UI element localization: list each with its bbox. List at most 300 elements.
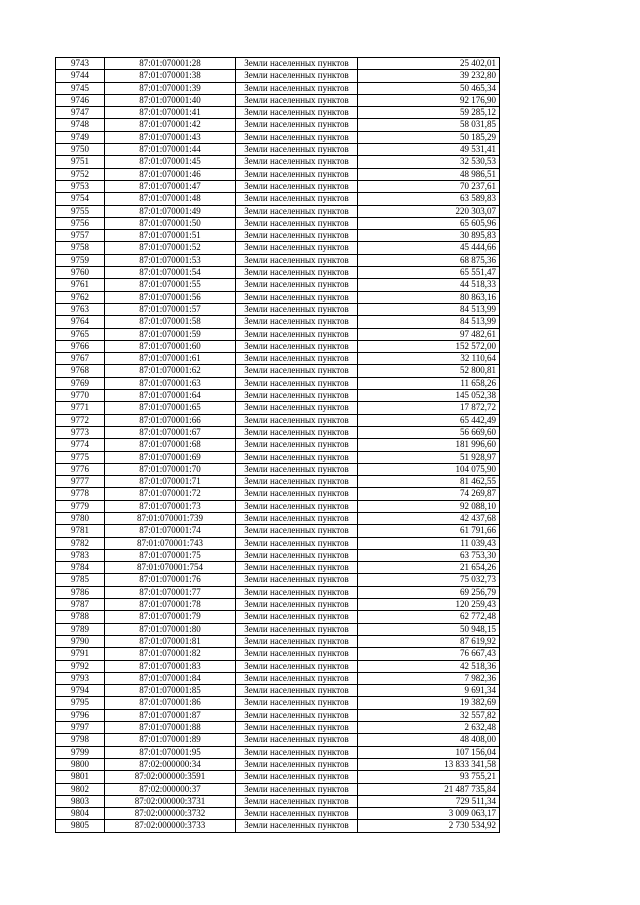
cadastral-number-cell: 87:01:070001:53 <box>105 254 236 266</box>
land-category-cell: Земли населенных пунктов <box>236 463 358 475</box>
cadastral-value-cell: 120 259,43 <box>358 599 500 611</box>
cadastral-number-cell: 87:01:070001:79 <box>105 611 236 623</box>
land-category-cell: Земли населенных пунктов <box>236 340 358 352</box>
row-number-cell: 9752 <box>56 168 105 180</box>
table-row <box>56 611 500 623</box>
cadastral-number-cell: 87:01:070001:754 <box>105 562 236 574</box>
row-number-cell: 9795 <box>56 697 105 709</box>
land-category-cell: Земли населенных пунктов <box>236 70 358 82</box>
land-category-cell: Земли населенных пунктов <box>236 217 358 229</box>
land-category-cell: Земли населенных пунктов <box>236 193 358 205</box>
land-category-cell: Земли населенных пунктов <box>236 131 358 143</box>
land-category-cell: Земли населенных пунктов <box>236 525 358 537</box>
cadastral-value-cell: 50 948,15 <box>358 623 500 635</box>
row-number-cell: 9800 <box>56 758 105 770</box>
cadastral-number-cell: 87:01:070001:70 <box>105 463 236 475</box>
cadastral-number-cell: 87:02:000000:3733 <box>105 820 236 832</box>
cadastral-number-cell: 87:01:070001:62 <box>105 365 236 377</box>
cadastral-value-cell: 63 589,83 <box>358 193 500 205</box>
cadastral-value-cell: 93 755,21 <box>358 771 500 783</box>
row-number-cell: 9790 <box>56 635 105 647</box>
table-row <box>56 328 500 340</box>
cadastral-value-cell: 87 619,92 <box>358 635 500 647</box>
table-row <box>56 500 500 512</box>
land-category-cell: Земли населенных пунктов <box>236 758 358 770</box>
cadastral-number-cell: 87:01:070001:63 <box>105 377 236 389</box>
cadastral-value-cell: 39 232,80 <box>358 70 500 82</box>
land-category-cell: Земли населенных пунктов <box>236 156 358 168</box>
cadastral-value-cell: 70 237,61 <box>358 180 500 192</box>
row-number-cell: 9743 <box>56 58 105 70</box>
table-row <box>56 217 500 229</box>
table-row <box>56 451 500 463</box>
cadastral-number-cell: 87:02:000000:3732 <box>105 808 236 820</box>
cadastral-number-cell: 87:01:070001:87 <box>105 709 236 721</box>
row-number-cell: 9788 <box>56 611 105 623</box>
land-category-cell: Земли населенных пунктов <box>236 377 358 389</box>
cadastral-number-cell: 87:01:070001:41 <box>105 107 236 119</box>
cadastral-value-cell: 32 557,82 <box>358 709 500 721</box>
row-number-cell: 9786 <box>56 586 105 598</box>
cadastral-value-cell: 21 487 735,84 <box>358 783 500 795</box>
cadastral-number-cell: 87:01:070001:38 <box>105 70 236 82</box>
table-row <box>56 574 500 586</box>
land-category-cell: Земли населенных пунктов <box>236 488 358 500</box>
row-number-cell: 9746 <box>56 94 105 106</box>
cadastral-value-cell: 25 402,01 <box>358 58 500 70</box>
table-row <box>56 808 500 820</box>
land-category-cell: Земли населенных пунктов <box>236 107 358 119</box>
row-number-cell: 9762 <box>56 291 105 303</box>
table-row <box>56 144 500 156</box>
land-category-cell: Земли населенных пунктов <box>236 316 358 328</box>
cadastral-number-cell: 87:01:070001:88 <box>105 722 236 734</box>
row-number-cell: 9785 <box>56 574 105 586</box>
row-number-cell: 9755 <box>56 205 105 217</box>
cadastral-number-cell: 87:01:070001:39 <box>105 82 236 94</box>
cadastral-value-cell: 63 753,30 <box>358 549 500 561</box>
cadastral-number-cell: 87:01:070001:73 <box>105 500 236 512</box>
cadastral-value-cell: 17 872,72 <box>358 402 500 414</box>
row-number-cell: 9756 <box>56 217 105 229</box>
land-category-cell: Земли населенных пунктов <box>236 635 358 647</box>
row-number-cell: 9765 <box>56 328 105 340</box>
land-category-cell: Земли населенных пунктов <box>236 709 358 721</box>
cadastral-value-cell: 3 009 063,17 <box>358 808 500 820</box>
table-row <box>56 697 500 709</box>
cadastral-number-cell: 87:01:070001:58 <box>105 316 236 328</box>
table-row <box>56 353 500 365</box>
table-row <box>56 623 500 635</box>
cadastral-number-cell: 87:02:000000:34 <box>105 758 236 770</box>
row-number-cell: 9773 <box>56 426 105 438</box>
cadastral-value-cell: 75 032,73 <box>358 574 500 586</box>
cadastral-number-cell: 87:01:070001:77 <box>105 586 236 598</box>
land-category-cell: Земли населенных пунктов <box>236 660 358 672</box>
cadastral-value-cell: 181 996,60 <box>358 439 500 451</box>
cadastral-number-cell: 87:01:070001:40 <box>105 94 236 106</box>
table-row <box>56 820 500 832</box>
table-row <box>56 377 500 389</box>
cadastral-number-cell: 87:01:070001:65 <box>105 402 236 414</box>
land-category-cell: Земли населенных пунктов <box>236 820 358 832</box>
row-number-cell: 9751 <box>56 156 105 168</box>
cadastral-value-cell: 48 986,51 <box>358 168 500 180</box>
table-row <box>56 303 500 315</box>
cadastral-value-cell: 56 669,60 <box>358 426 500 438</box>
row-number-cell: 9767 <box>56 353 105 365</box>
cadastral-value-cell: 97 482,61 <box>358 328 500 340</box>
land-category-cell: Земли населенных пунктов <box>236 390 358 402</box>
table-row <box>56 672 500 684</box>
cadastral-value-cell: 11 658,26 <box>358 377 500 389</box>
row-number-cell: 9760 <box>56 267 105 279</box>
table-row <box>56 340 500 352</box>
row-number-cell: 9766 <box>56 340 105 352</box>
land-category-cell: Земли населенных пунктов <box>236 426 358 438</box>
cadastral-number-cell: 87:01:070001:68 <box>105 439 236 451</box>
cadastral-value-cell: 729 511,34 <box>358 795 500 807</box>
land-category-cell: Земли населенных пунктов <box>236 58 358 70</box>
land-category-cell: Земли населенных пунктов <box>236 303 358 315</box>
cadastral-value-cell: 65 551,47 <box>358 267 500 279</box>
table-row <box>56 476 500 488</box>
table-row <box>56 488 500 500</box>
table-row <box>56 267 500 279</box>
cadastral-value-cell: 152 572,00 <box>358 340 500 352</box>
table-row <box>56 783 500 795</box>
land-category-cell: Земли населенных пунктов <box>236 144 358 156</box>
cadastral-number-cell: 87:01:070001:71 <box>105 476 236 488</box>
cadastral-value-cell: 52 800,81 <box>358 365 500 377</box>
table-row <box>56 279 500 291</box>
row-number-cell: 9802 <box>56 783 105 795</box>
table-row <box>56 734 500 746</box>
land-category-cell: Земли населенных пунктов <box>236 291 358 303</box>
row-number-cell: 9764 <box>56 316 105 328</box>
land-category-cell: Земли населенных пунктов <box>236 365 358 377</box>
row-number-cell: 9784 <box>56 562 105 574</box>
table-row <box>56 709 500 721</box>
land-category-cell: Земли населенных пунктов <box>236 353 358 365</box>
row-number-cell: 9797 <box>56 722 105 734</box>
row-number-cell: 9758 <box>56 242 105 254</box>
land-category-cell: Земли населенных пунктов <box>236 549 358 561</box>
row-number-cell: 9763 <box>56 303 105 315</box>
land-category-cell: Земли населенных пунктов <box>236 697 358 709</box>
land-category-cell: Земли населенных пунктов <box>236 795 358 807</box>
cadastral-value-cell: 69 256,79 <box>358 586 500 598</box>
table-row <box>56 562 500 574</box>
cadastral-value-cell: 30 895,83 <box>358 230 500 242</box>
cadastral-value-cell: 11 039,43 <box>358 537 500 549</box>
row-number-cell: 9787 <box>56 599 105 611</box>
cadastral-number-cell: 87:01:070001:45 <box>105 156 236 168</box>
table-row <box>56 316 500 328</box>
land-category-cell: Земли населенных пунктов <box>236 168 358 180</box>
cadastral-number-cell: 87:02:000000:3731 <box>105 795 236 807</box>
cadastral-value-cell: 50 465,34 <box>358 82 500 94</box>
table-row <box>56 254 500 266</box>
row-number-cell: 9782 <box>56 537 105 549</box>
land-category-cell: Земли населенных пунктов <box>236 746 358 758</box>
land-category-cell: Земли населенных пунктов <box>236 94 358 106</box>
table-row <box>56 193 500 205</box>
land-category-cell: Земли населенных пунктов <box>236 672 358 684</box>
table-row <box>56 771 500 783</box>
land-category-cell: Земли населенных пунктов <box>236 574 358 586</box>
land-category-cell: Земли населенных пунктов <box>236 771 358 783</box>
land-category-cell: Земли населенных пунктов <box>236 599 358 611</box>
cadastral-number-cell: 87:01:070001:95 <box>105 746 236 758</box>
row-number-cell: 9748 <box>56 119 105 131</box>
cadastral-value-cell: 80 863,16 <box>358 291 500 303</box>
table-row <box>56 599 500 611</box>
land-category-cell: Земли населенных пунктов <box>236 328 358 340</box>
row-number-cell: 9778 <box>56 488 105 500</box>
land-category-cell: Земли населенных пунктов <box>236 267 358 279</box>
cadastral-number-cell: 87:01:070001:75 <box>105 549 236 561</box>
cadastral-number-cell: 87:01:070001:80 <box>105 623 236 635</box>
table-row <box>56 648 500 660</box>
cadastral-value-cell: 62 772,48 <box>358 611 500 623</box>
row-number-cell: 9771 <box>56 402 105 414</box>
row-number-cell: 9792 <box>56 660 105 672</box>
table-row <box>56 168 500 180</box>
table-body <box>56 58 500 833</box>
land-category-cell: Земли населенных пунктов <box>236 783 358 795</box>
table-row <box>56 746 500 758</box>
cadastral-value-cell: 61 791,66 <box>358 525 500 537</box>
cadastral-number-cell: 87:01:070001:49 <box>105 205 236 217</box>
land-category-cell: Земли населенных пунктов <box>236 648 358 660</box>
land-category-cell: Земли населенных пунктов <box>236 242 358 254</box>
row-number-cell: 9775 <box>56 451 105 463</box>
cadastral-number-cell: 87:01:070001:66 <box>105 414 236 426</box>
cadastral-number-cell: 87:01:070001:50 <box>105 217 236 229</box>
row-number-cell: 9793 <box>56 672 105 684</box>
cadastral-number-cell: 87:01:070001:83 <box>105 660 236 672</box>
row-number-cell: 9759 <box>56 254 105 266</box>
table-row <box>56 660 500 672</box>
row-number-cell: 9753 <box>56 180 105 192</box>
land-category-cell: Земли населенных пунктов <box>236 722 358 734</box>
land-category-cell: Земли населенных пунктов <box>236 586 358 598</box>
land-category-cell: Земли населенных пунктов <box>236 500 358 512</box>
table-row <box>56 549 500 561</box>
row-number-cell: 9747 <box>56 107 105 119</box>
row-number-cell: 9749 <box>56 131 105 143</box>
cadastral-number-cell: 87:01:070001:89 <box>105 734 236 746</box>
cadastral-number-cell: 87:01:070001:64 <box>105 390 236 402</box>
land-category-cell: Земли населенных пунктов <box>236 82 358 94</box>
cadastral-value-cell: 58 031,85 <box>358 119 500 131</box>
cadastral-value-cell: 84 513,99 <box>358 316 500 328</box>
cadastral-value-cell: 65 442,49 <box>358 414 500 426</box>
row-number-cell: 9754 <box>56 193 105 205</box>
row-number-cell: 9757 <box>56 230 105 242</box>
land-category-cell: Земли населенных пунктов <box>236 623 358 635</box>
cadastral-number-cell: 87:02:000000:3591 <box>105 771 236 783</box>
table-row <box>56 414 500 426</box>
land-category-cell: Земли населенных пунктов <box>236 537 358 549</box>
cadastral-number-cell: 87:01:070001:67 <box>105 426 236 438</box>
cadastral-value-cell: 145 052,38 <box>358 390 500 402</box>
row-number-cell: 9761 <box>56 279 105 291</box>
cadastral-value-cell: 92 176,90 <box>358 94 500 106</box>
table-row <box>56 512 500 524</box>
land-category-cell: Земли населенных пунктов <box>236 808 358 820</box>
cadastral-number-cell: 87:01:070001:81 <box>105 635 236 647</box>
land-category-cell: Земли населенных пунктов <box>236 402 358 414</box>
row-number-cell: 9770 <box>56 390 105 402</box>
row-number-cell: 9769 <box>56 377 105 389</box>
cadastral-value-cell: 220 303,07 <box>358 205 500 217</box>
table-row <box>56 365 500 377</box>
cadastral-value-cell: 74 269,87 <box>358 488 500 500</box>
cadastral-value-table <box>55 57 500 833</box>
cadastral-value-cell: 44 518,33 <box>358 279 500 291</box>
table-row <box>56 586 500 598</box>
table-row <box>56 525 500 537</box>
land-category-cell: Земли населенных пунктов <box>236 734 358 746</box>
land-category-cell: Земли населенных пунктов <box>236 180 358 192</box>
cadastral-number-cell: 87:01:070001:46 <box>105 168 236 180</box>
cadastral-number-cell: 87:01:070001:86 <box>105 697 236 709</box>
cadastral-value-cell: 13 833 341,58 <box>358 758 500 770</box>
cadastral-number-cell: 87:01:070001:56 <box>105 291 236 303</box>
cadastral-number-cell: 87:01:070001:48 <box>105 193 236 205</box>
cadastral-number-cell: 87:01:070001:51 <box>105 230 236 242</box>
land-category-cell: Земли населенных пунктов <box>236 279 358 291</box>
table-row <box>56 119 500 131</box>
table-row <box>56 70 500 82</box>
row-number-cell: 9776 <box>56 463 105 475</box>
cadastral-number-cell: 87:01:070001:59 <box>105 328 236 340</box>
row-number-cell: 9750 <box>56 144 105 156</box>
row-number-cell: 9777 <box>56 476 105 488</box>
table-row <box>56 131 500 143</box>
row-number-cell: 9796 <box>56 709 105 721</box>
table-row <box>56 390 500 402</box>
cadastral-number-cell: 87:01:070001:82 <box>105 648 236 660</box>
cadastral-value-cell: 9 691,34 <box>358 685 500 697</box>
cadastral-number-cell: 87:01:070001:78 <box>105 599 236 611</box>
cadastral-number-cell: 87:01:070001:74 <box>105 525 236 537</box>
cadastral-value-cell: 21 654,26 <box>358 562 500 574</box>
table-row <box>56 82 500 94</box>
cadastral-value-cell: 7 982,36 <box>358 672 500 684</box>
land-category-cell: Земли населенных пунктов <box>236 230 358 242</box>
table-row <box>56 402 500 414</box>
cadastral-number-cell: 87:01:070001:61 <box>105 353 236 365</box>
table-row <box>56 230 500 242</box>
row-number-cell: 9803 <box>56 795 105 807</box>
cadastral-number-cell: 87:01:070001:76 <box>105 574 236 586</box>
table-row <box>56 94 500 106</box>
cadastral-number-cell: 87:01:070001:42 <box>105 119 236 131</box>
land-category-cell: Земли населенных пунктов <box>236 611 358 623</box>
cadastral-value-cell: 92 088,10 <box>358 500 500 512</box>
row-number-cell: 9801 <box>56 771 105 783</box>
cadastral-number-cell: 87:01:070001:47 <box>105 180 236 192</box>
table-row <box>56 291 500 303</box>
cadastral-number-cell: 87:01:070001:43 <box>105 131 236 143</box>
table-row <box>56 205 500 217</box>
document-page <box>55 57 500 833</box>
cadastral-value-cell: 48 408,00 <box>358 734 500 746</box>
table-row <box>56 722 500 734</box>
cadastral-value-cell: 104 075,90 <box>358 463 500 475</box>
cadastral-value-cell: 2 730 534,92 <box>358 820 500 832</box>
cadastral-value-cell: 42 437,68 <box>358 512 500 524</box>
row-number-cell: 9805 <box>56 820 105 832</box>
row-number-cell: 9774 <box>56 439 105 451</box>
cadastral-value-cell: 32 110,64 <box>358 353 500 365</box>
cadastral-value-cell: 42 518,36 <box>358 660 500 672</box>
table-row <box>56 107 500 119</box>
land-category-cell: Земли населенных пунктов <box>236 414 358 426</box>
cadastral-value-cell: 32 530,53 <box>358 156 500 168</box>
row-number-cell: 9772 <box>56 414 105 426</box>
land-category-cell: Земли населенных пунктов <box>236 119 358 131</box>
land-category-cell: Земли населенных пунктов <box>236 439 358 451</box>
cadastral-number-cell: 87:01:070001:85 <box>105 685 236 697</box>
cadastral-number-cell: 87:01:070001:57 <box>105 303 236 315</box>
table-row <box>56 537 500 549</box>
row-number-cell: 9791 <box>56 648 105 660</box>
cadastral-value-cell: 59 285,12 <box>358 107 500 119</box>
cadastral-number-cell: 87:01:070001:84 <box>105 672 236 684</box>
cadastral-number-cell: 87:01:070001:28 <box>105 58 236 70</box>
cadastral-value-cell: 51 928,97 <box>358 451 500 463</box>
cadastral-value-cell: 49 531,41 <box>358 144 500 156</box>
cadastral-value-cell: 45 444,66 <box>358 242 500 254</box>
table-row <box>56 439 500 451</box>
row-number-cell: 9799 <box>56 746 105 758</box>
row-number-cell: 9804 <box>56 808 105 820</box>
table-row <box>56 685 500 697</box>
cadastral-number-cell: 87:01:070001:44 <box>105 144 236 156</box>
cadastral-value-cell: 19 382,69 <box>358 697 500 709</box>
cadastral-value-cell: 107 156,04 <box>358 746 500 758</box>
cadastral-number-cell: 87:01:070001:60 <box>105 340 236 352</box>
row-number-cell: 9783 <box>56 549 105 561</box>
row-number-cell: 9780 <box>56 512 105 524</box>
row-number-cell: 9789 <box>56 623 105 635</box>
cadastral-value-cell: 50 185,29 <box>358 131 500 143</box>
row-number-cell: 9744 <box>56 70 105 82</box>
cadastral-value-cell: 76 667,43 <box>358 648 500 660</box>
cadastral-value-cell: 84 513,99 <box>358 303 500 315</box>
table-row <box>56 180 500 192</box>
cadastral-number-cell: 87:01:070001:739 <box>105 512 236 524</box>
land-category-cell: Земли населенных пунктов <box>236 562 358 574</box>
cadastral-number-cell: 87:01:070001:69 <box>105 451 236 463</box>
land-category-cell: Земли населенных пунктов <box>236 205 358 217</box>
cadastral-number-cell: 87:01:070001:54 <box>105 267 236 279</box>
table-row <box>56 156 500 168</box>
row-number-cell: 9798 <box>56 734 105 746</box>
land-category-cell: Земли населенных пунктов <box>236 512 358 524</box>
table-row <box>56 795 500 807</box>
row-number-cell: 9745 <box>56 82 105 94</box>
cadastral-value-cell: 81 462,55 <box>358 476 500 488</box>
land-category-cell: Земли населенных пунктов <box>236 476 358 488</box>
cadastral-number-cell: 87:01:070001:72 <box>105 488 236 500</box>
cadastral-value-cell: 68 875,36 <box>358 254 500 266</box>
land-category-cell: Земли населенных пунктов <box>236 451 358 463</box>
